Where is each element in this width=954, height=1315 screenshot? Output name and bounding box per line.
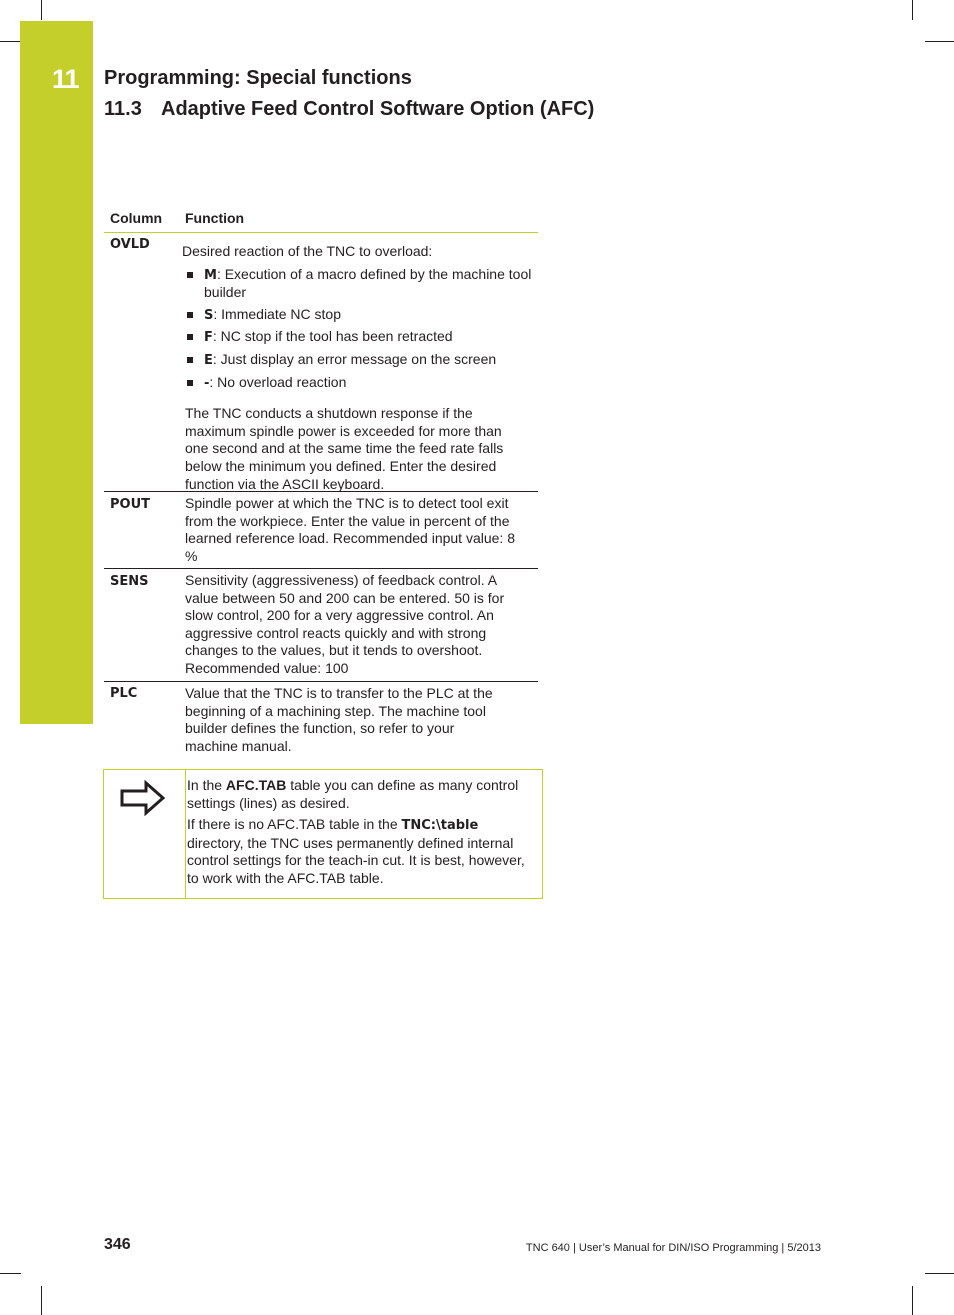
note-text-segment: table you can define as many control settings (lines) as desired. (187, 777, 519, 811)
row-key: OVLD (110, 237, 150, 252)
section-title-text: Adaptive Feed Control Software Option (AFC) (161, 98, 595, 120)
table-row-sens (104, 569, 538, 682)
bullet-icon (187, 357, 193, 363)
ovld-description: The TNC conducts a shutdown response if the maximum spindle power is exceeded for more than one second and at the same time the feed rate falls below the minimum you defined. Enter the desired function via the ASCII keyboard. (185, 405, 504, 492)
section-number: 11.3 (104, 98, 142, 120)
note-bold-term: TNC:\table (401, 818, 479, 834)
row-key: SENS (110, 574, 149, 589)
crop-mark (925, 41, 954, 42)
bullet-icon (187, 380, 193, 386)
ovld-intro: Desired reaction of the TNC to overload: (182, 243, 433, 259)
table-row-pout (104, 492, 538, 569)
crop-mark (925, 1273, 954, 1274)
option-code: E (204, 352, 213, 368)
bullet-icon (187, 334, 193, 340)
option-code: S (204, 307, 214, 323)
crop-mark (912, 0, 913, 20)
list-item (185, 351, 537, 370)
option-text: : Execution of a macro defined by the machine tool builder (204, 265, 532, 301)
pout-text: Spindle power at which the TNC is to detect tool exit from the workpiece. Enter the value in percent of the learned reference load. Recommended input value: 8 % (185, 495, 515, 564)
note-paragraph-1 (187, 777, 535, 812)
row-function (185, 495, 525, 565)
crop-mark (0, 41, 21, 42)
note-text-segment: directory, the TNC uses permanently defined internal control settings for the teach-in cut. It is best, however, to work with the AFC.TAB table. (187, 834, 525, 886)
table-row-plc (104, 682, 538, 762)
table-row-ovld (104, 233, 538, 492)
chapter-sidebar (20, 21, 93, 724)
page-number: 346 (104, 1236, 131, 1253)
note-text (187, 777, 535, 892)
arrow-right-icon (120, 780, 166, 816)
function-table (104, 210, 538, 762)
table-header (104, 210, 538, 233)
list-item (185, 374, 537, 393)
note-divider (185, 770, 186, 898)
ovld-options (185, 266, 537, 393)
plc-text: Value that the TNC is to transfer to the PLC at the beginning of a machining step. The machine tool builder defines the function, so refer to your machine manual. (185, 685, 493, 754)
list-item (185, 266, 537, 302)
sens-text: Sensitivity (aggressiveness) of feedback control. A value between 50 and 200 can be entered. 50 is for slow control, 200 for a very aggressive control. An aggressive control reacts quickly and with strong changes to the values, but it tends to overshoot. Recommended value: 100 (185, 572, 505, 676)
option-code: F (204, 330, 213, 346)
note-bold-term: AFC.TAB (225, 777, 287, 793)
note-box (103, 769, 543, 899)
option-code: M (204, 267, 217, 283)
function-header: Function (185, 210, 245, 226)
bullet-icon (187, 272, 193, 278)
list-item (185, 306, 537, 325)
note-paragraph-2 (187, 816, 535, 887)
column-header: Column (110, 210, 163, 226)
note-text-segment: In the (187, 777, 226, 793)
note-text-segment: If there is no AFC.TAB table in the (187, 816, 402, 833)
row-function (182, 243, 537, 493)
option-text: : Immediate NC stop (213, 305, 341, 322)
option-code: - (204, 375, 210, 391)
crop-mark (912, 1286, 913, 1315)
option-text: : NC stop if the tool has been retracted (212, 328, 453, 345)
option-text: : Just display an error message on the screen (212, 350, 497, 367)
row-key: POUT (110, 497, 151, 512)
crop-mark (41, 1286, 42, 1315)
footer-manual-title: TNC 640 | User’s Manual for DIN/ISO Programming | 5/2013 (525, 1242, 821, 1254)
chapter-number: 11 (52, 64, 79, 94)
row-function (185, 685, 510, 755)
bullet-icon (187, 312, 193, 318)
crop-mark (41, 0, 42, 20)
section-title (104, 98, 594, 121)
option-text: : No overload reaction (209, 373, 347, 390)
row-key: PLC (110, 686, 138, 701)
row-function (185, 572, 525, 678)
chapter-title: Programming: Special functions (104, 67, 412, 89)
list-item (185, 328, 537, 347)
crop-mark (0, 1273, 21, 1274)
